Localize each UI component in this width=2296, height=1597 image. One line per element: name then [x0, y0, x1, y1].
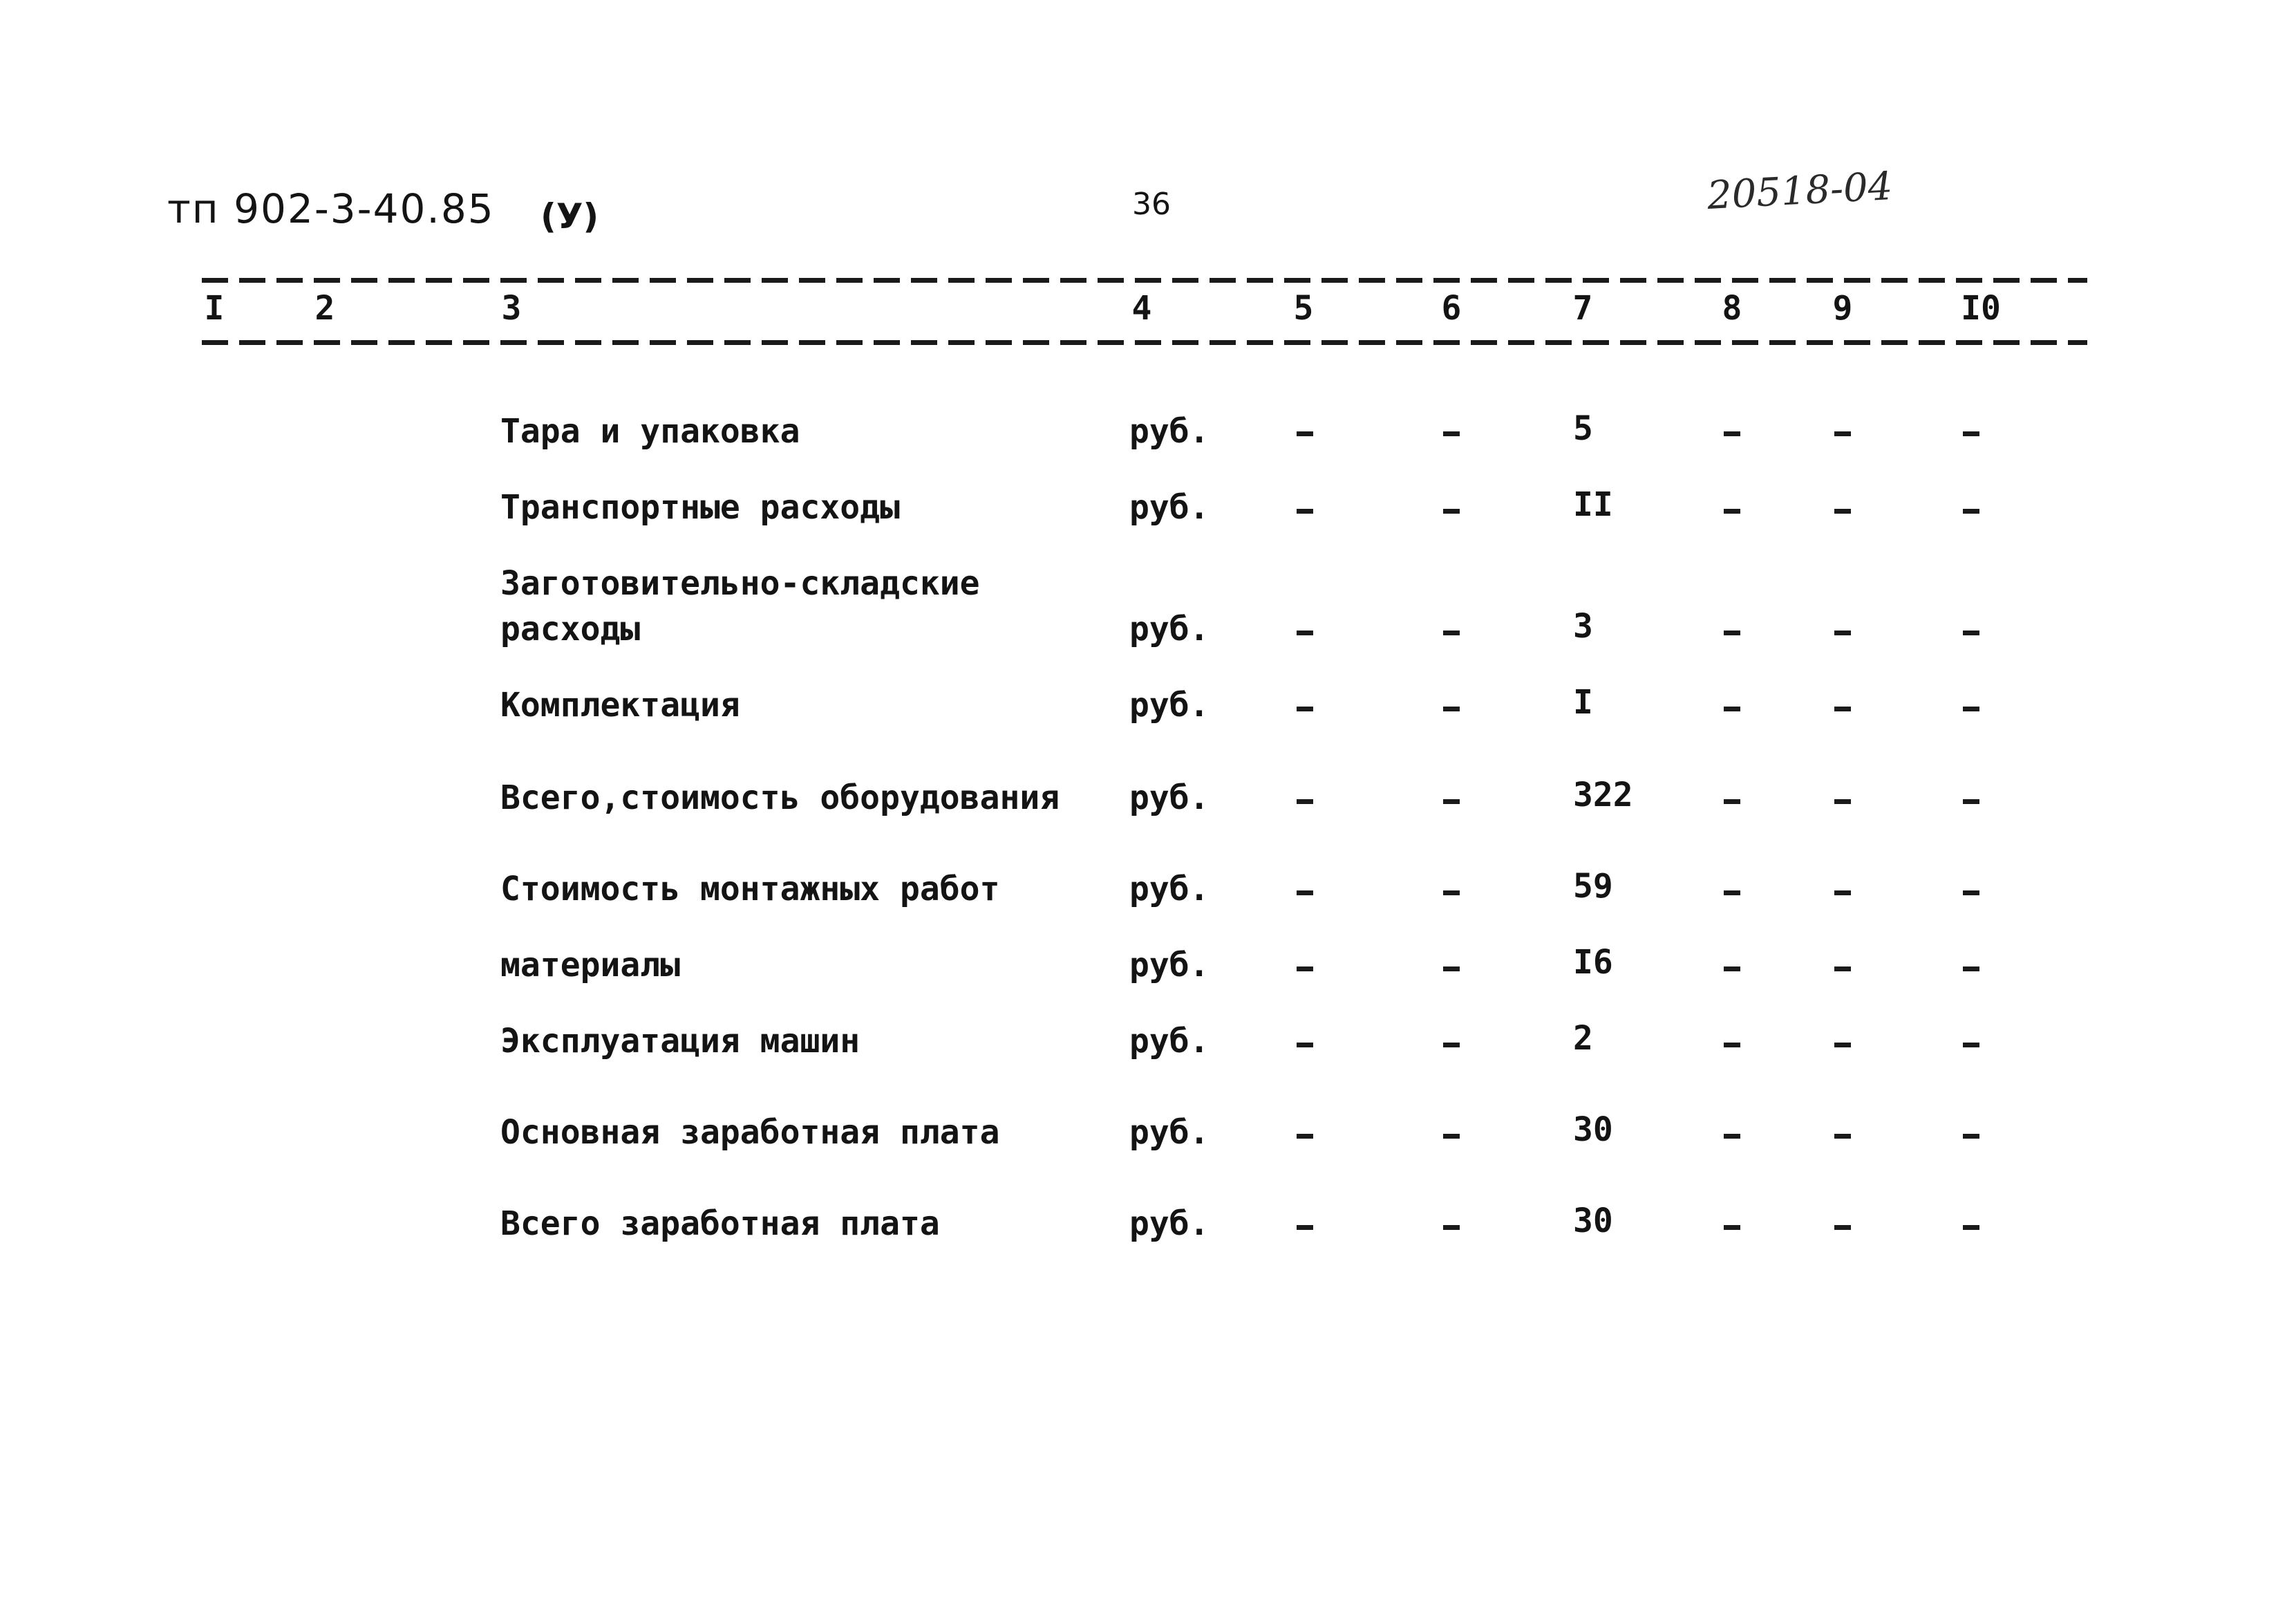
empty-cell-dash [1724, 890, 1740, 895]
empty-cell-dash [1443, 509, 1460, 514]
empty-cell-dash [1963, 431, 1979, 436]
column-number: 7 [1572, 289, 1593, 328]
empty-cell-dash [1297, 1225, 1313, 1230]
empty-cell-dash [1724, 431, 1740, 436]
column-number: 3 [501, 289, 522, 328]
row-name: Комплектация [500, 686, 740, 725]
empty-cell-dash [1834, 1043, 1851, 1047]
row-col7-value: 30 [1573, 1110, 1613, 1149]
empty-cell-dash [1963, 1225, 1979, 1230]
empty-cell-dash [1963, 799, 1979, 804]
row-unit: руб. [1129, 946, 1210, 984]
empty-cell-dash [1724, 707, 1740, 711]
empty-cell-dash [1443, 1225, 1460, 1230]
column-number: 6 [1441, 289, 1462, 328]
row-name: Всего заработная плата [500, 1204, 940, 1243]
row-unit: руб. [1129, 1204, 1210, 1243]
row-unit: руб. [1129, 488, 1210, 527]
row-name: Основная заработная плата [500, 1113, 1000, 1152]
empty-cell-dash [1443, 966, 1460, 971]
empty-cell-dash [1297, 890, 1313, 895]
empty-cell-dash [1834, 509, 1851, 514]
empty-cell-dash [1834, 890, 1851, 895]
row-name: Эксплуатация машин [500, 1022, 860, 1061]
document-code: тп 902-3-40.85 [167, 185, 495, 232]
empty-cell-dash [1443, 707, 1460, 711]
empty-cell-dash [1724, 1225, 1740, 1230]
empty-cell-dash [1297, 707, 1313, 711]
column-number: 8 [1722, 289, 1742, 328]
empty-cell-dash [1724, 799, 1740, 804]
empty-cell-dash [1724, 509, 1740, 514]
empty-cell-dash [1963, 1134, 1979, 1139]
empty-cell-dash [1963, 890, 1979, 895]
empty-cell-dash [1297, 509, 1313, 514]
row-unit: руб. [1129, 1022, 1210, 1061]
row-name: Заготовительно-складские [500, 564, 980, 603]
empty-cell-dash [1724, 1134, 1740, 1139]
empty-cell-dash [1443, 1043, 1460, 1047]
row-name: Транспортные расходы [500, 488, 900, 527]
row-col7-value: 59 [1573, 867, 1613, 906]
empty-cell-dash [1834, 431, 1851, 436]
row-col7-value: 3 [1573, 607, 1593, 646]
row-col7-value: 5 [1573, 409, 1593, 448]
handwritten-reference: 20518-04 [1706, 164, 1894, 218]
document-variant: (У) [540, 196, 599, 236]
column-number: 9 [1832, 289, 1853, 328]
row-unit: руб. [1129, 1113, 1210, 1152]
empty-cell-dash [1297, 1134, 1313, 1139]
row-unit: руб. [1129, 870, 1210, 908]
empty-cell-dash [1834, 1134, 1851, 1139]
empty-cell-dash [1834, 707, 1851, 711]
column-number: I0 [1961, 289, 2001, 328]
row-name: Тара и упаковка [500, 412, 800, 451]
empty-cell-dash [1443, 890, 1460, 895]
table-top-rule [202, 278, 2087, 283]
empty-cell-dash [1963, 1043, 1979, 1047]
empty-cell-dash [1963, 707, 1979, 711]
row-col7-value: I [1573, 683, 1593, 722]
empty-cell-dash [1443, 431, 1460, 436]
row-name-continuation: расходы [500, 610, 641, 648]
row-name: Всего,стоимость оборудования [500, 778, 1060, 817]
row-col7-value: 30 [1573, 1202, 1613, 1240]
row-col7-value: 322 [1573, 776, 1633, 814]
empty-cell-dash [1443, 631, 1460, 635]
empty-cell-dash [1963, 631, 1979, 635]
row-unit: руб. [1129, 778, 1210, 817]
empty-cell-dash [1724, 631, 1740, 635]
empty-cell-dash [1834, 1225, 1851, 1230]
empty-cell-dash [1963, 509, 1979, 514]
empty-cell-dash [1297, 966, 1313, 971]
empty-cell-dash [1834, 631, 1851, 635]
row-unit: руб. [1129, 686, 1210, 725]
empty-cell-dash [1963, 966, 1979, 971]
empty-cell-dash [1297, 631, 1313, 635]
empty-cell-dash [1834, 799, 1851, 804]
empty-cell-dash [1724, 1043, 1740, 1047]
row-unit: руб. [1129, 610, 1210, 648]
empty-cell-dash [1297, 1043, 1313, 1047]
page-number: 36 [1132, 187, 1171, 222]
empty-cell-dash [1297, 799, 1313, 804]
column-number: I [204, 289, 225, 328]
empty-cell-dash [1724, 966, 1740, 971]
row-name: материалы [500, 946, 681, 984]
column-number: 5 [1293, 289, 1314, 328]
empty-cell-dash [1443, 799, 1460, 804]
row-col7-value: II [1573, 485, 1613, 524]
empty-cell-dash [1834, 966, 1851, 971]
row-col7-value: I6 [1573, 943, 1613, 982]
row-name: Стоимость монтажных работ [500, 870, 1000, 908]
column-number: 2 [314, 289, 335, 328]
empty-cell-dash [1297, 431, 1313, 436]
row-unit: руб. [1129, 412, 1210, 451]
column-number: 4 [1131, 289, 1152, 328]
table-header-bottom-rule [202, 340, 2087, 345]
row-col7-value: 2 [1573, 1019, 1593, 1058]
empty-cell-dash [1443, 1134, 1460, 1139]
